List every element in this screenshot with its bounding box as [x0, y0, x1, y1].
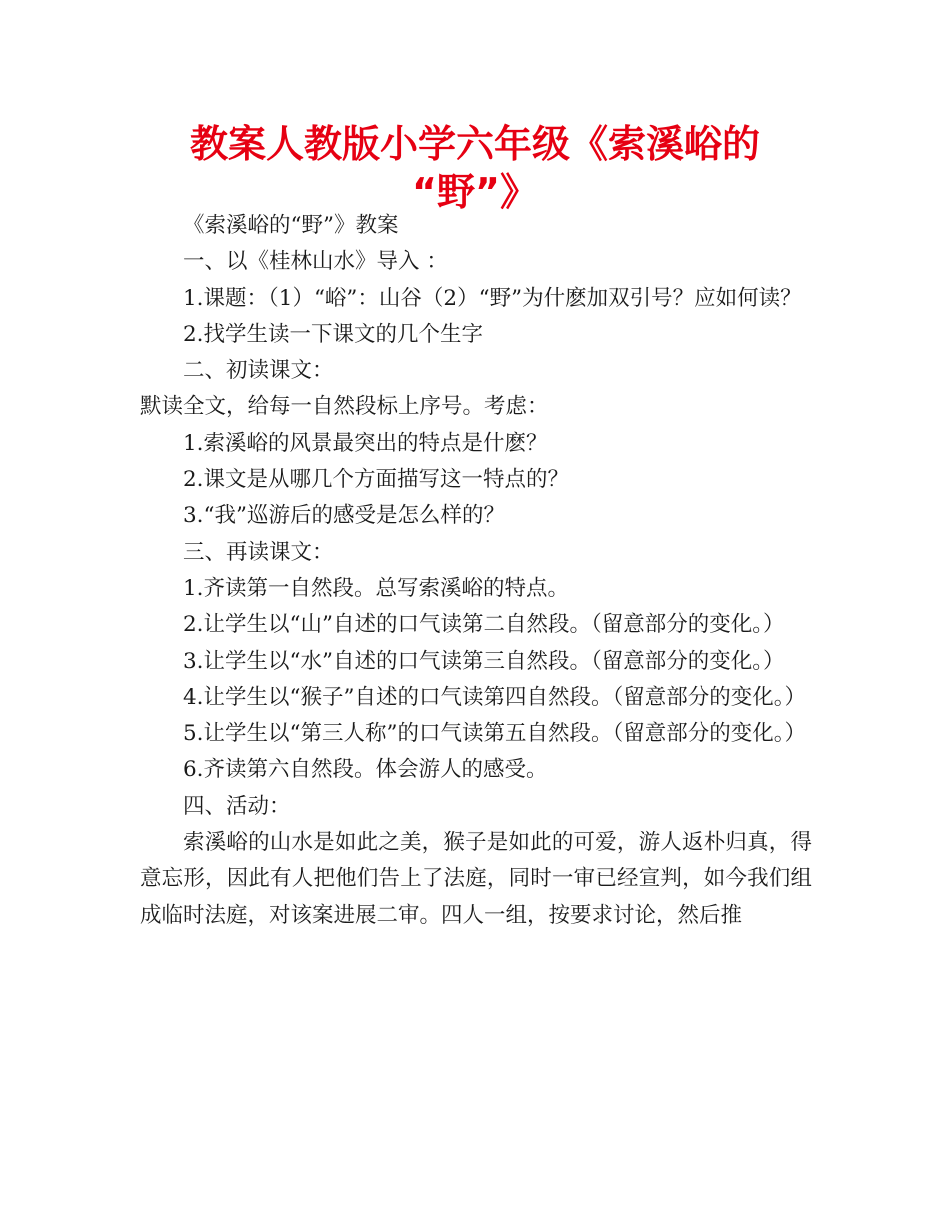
document-title	[0, 120, 950, 216]
list-item: 6.齐读第六自然段。体会游人的感受。	[183, 757, 548, 783]
list-item: 3.“我”巡游后的感受是怎么样的？	[183, 503, 505, 529]
section-heading-2: 二、初读课文：	[183, 358, 334, 384]
list-item: 2.找学生读一下课文的几个生字	[183, 321, 484, 347]
document-body	[140, 208, 812, 934]
list-item: 1.课题：（1）“峪”：山谷（2）“野”为什麽加双引号？应如何读？	[183, 285, 802, 311]
section-heading-1: 一、以《桂林山水》导入 ：	[183, 249, 448, 275]
section-heading-3: 三、再读课文：	[183, 539, 334, 565]
list-item: 5.让学生以“第三人称”的口气读第五自然段。（留意部分的变化。）	[183, 721, 806, 747]
list-item: 2.课文是从哪几个方面描写这一特点的？	[183, 467, 570, 493]
title-line-1: 教案人教版小学六年级《索溪峪的	[189, 122, 760, 166]
section-heading-4: 四、活动：	[183, 793, 291, 819]
list-item: 2.让学生以“山”自述的口气读第二自然段。（留意部分的变化。）	[183, 612, 785, 638]
paragraph: 默读全文，给每一自然段标上序号。考虑：	[140, 394, 549, 420]
list-item: 1.索溪峪的风景最突出的特点是什麽？	[183, 430, 548, 456]
title-line-2: “野”》	[412, 170, 538, 214]
paragraph-subtitle: 《索溪峪的“野”》教案	[183, 213, 399, 238]
list-item: 4.让学生以“猴子”自述的口气读第四自然段。（留意部分的变化。）	[183, 684, 806, 710]
list-item: 3.让学生以“水”自述的口气读第三自然段。（留意部分的变化。）	[183, 648, 785, 674]
paragraph: 索溪峪的山水是如此之美，猴子是如此的可爱，游人返朴归真，得意忘形，因此有人把他们告上了法庭，同时一审已经宣判，如今我们组成临时法庭，对该案进展二审。四人一组，按要求讨论，然后推	[140, 830, 812, 928]
list-item: 1.齐读第一自然段。总写索溪峪的特点。	[183, 575, 570, 601]
